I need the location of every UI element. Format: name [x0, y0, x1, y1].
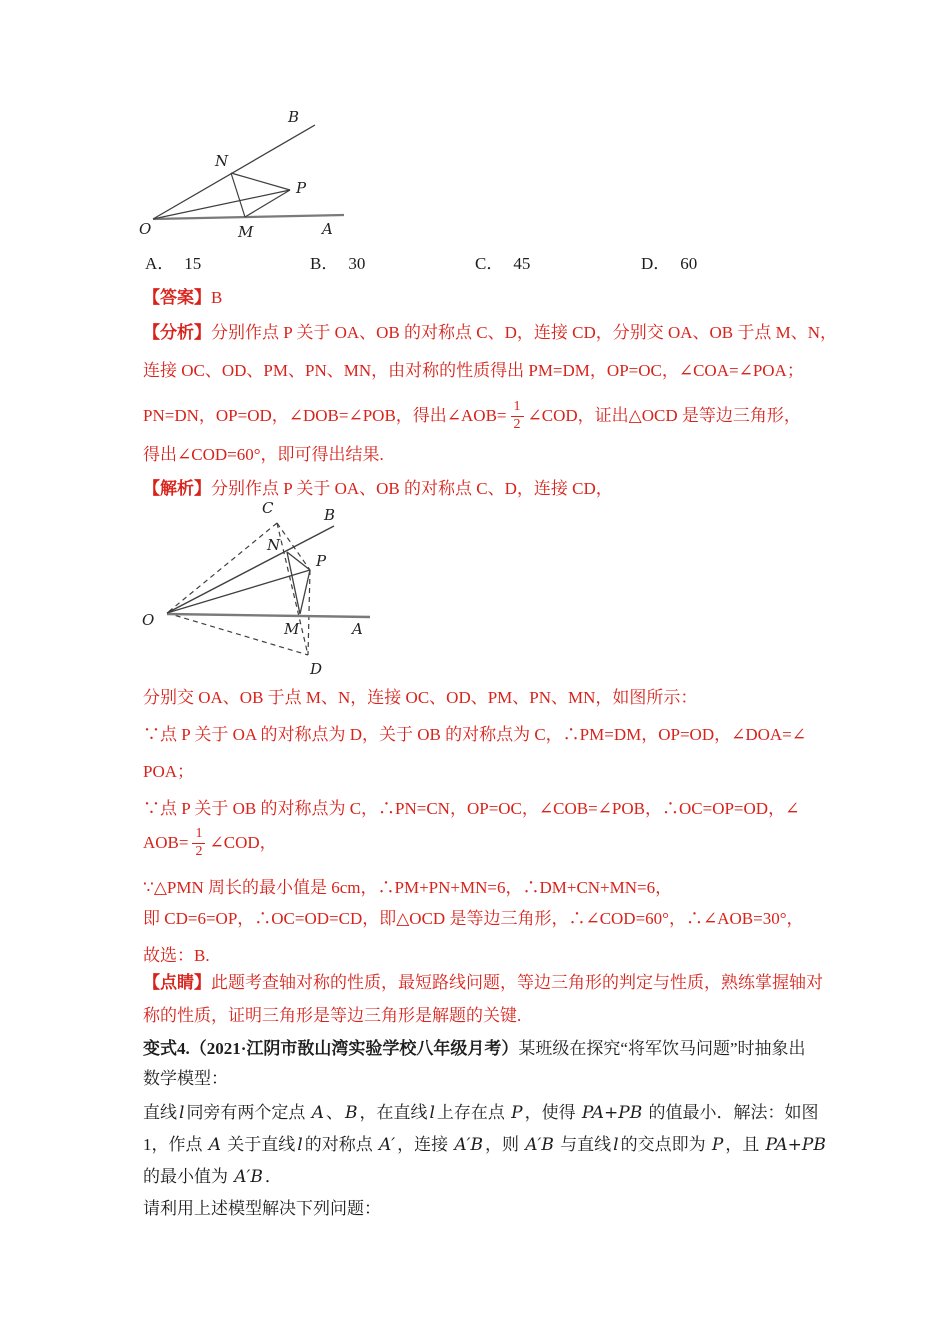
- analysis-line-2: 连接 OC、OD、PM、PN、MN，由对称的性质得出 PM=DM，OP=OC，∠COA=∠POA；: [143, 361, 804, 380]
- fig1-label-P: P: [296, 179, 307, 197]
- v4-text-2: 关于直线: [223, 1135, 296, 1154]
- solution-line-5: [143, 820, 277, 866]
- v3-math-l: l: [179, 1103, 185, 1123]
- v3-text-1: 直线: [143, 1103, 177, 1122]
- fraction-one-half-2: [192, 826, 205, 859]
- fraction-numerator-2: 1: [192, 826, 205, 843]
- fraction-one-half: [511, 399, 524, 432]
- fig1-label-N: N: [215, 152, 229, 170]
- option-c-value: 45: [513, 254, 531, 273]
- fig1-segment-NP: [231, 173, 290, 190]
- fig1-ray-OA: [153, 215, 344, 219]
- v4-text-5: ，则: [485, 1135, 524, 1154]
- v3-text-5: 上存在点: [436, 1103, 510, 1122]
- fig1-label-M: M: [238, 223, 254, 241]
- v3-math-A: A: [311, 1103, 324, 1123]
- option-d-key: D．: [641, 254, 671, 273]
- fig2-segment-MP: [300, 570, 310, 614]
- keypoint-line-2: 称的性质，证明三角形是等边三角形是解题的关键.: [143, 1006, 522, 1025]
- answer-value: B: [211, 288, 223, 307]
- analysis-tag: 【分析】: [143, 323, 211, 342]
- fraction-denominator-2: 2: [195, 843, 203, 859]
- v4-text-8: ，且: [725, 1135, 764, 1154]
- v5-math-ApB: A′B: [234, 1167, 263, 1187]
- fig2-label-B: B: [324, 506, 336, 524]
- v4-math-P: P: [711, 1135, 724, 1155]
- fig1-label-B: B: [288, 108, 300, 126]
- v4-math-ApB: A′B: [454, 1135, 483, 1155]
- v4-math-l: l: [297, 1135, 303, 1155]
- option-a-key: A．: [145, 254, 175, 273]
- solution-line-4: ∵点 P 关于 OB 的对称点为 C，∴PN=CN，OP=OC，∠COB=∠POB，∴OC=OP=OD，∠: [143, 799, 800, 818]
- explanation-tag: 【解析】: [143, 479, 211, 498]
- explanation-line: [143, 478, 613, 500]
- fig2-dashed-CO: [167, 523, 277, 613]
- v4-math-ApB2: A′B: [525, 1135, 554, 1155]
- v4-math-A: A: [208, 1135, 222, 1155]
- fig2-label-P: P: [316, 552, 327, 570]
- keypoint-tag: 【点睛】: [143, 973, 211, 992]
- analysis-line-3: [143, 392, 801, 440]
- fig2-label-N: N: [267, 536, 281, 554]
- fig1-segment-MP: [245, 190, 290, 217]
- v4-text-4: ，连接: [397, 1135, 453, 1154]
- v5-text-2: ．: [264, 1167, 282, 1186]
- fraction-numerator: 1: [511, 399, 524, 416]
- fig1-label-O: O: [139, 220, 152, 238]
- variation-line-4: [143, 1134, 828, 1156]
- v3-text-4: ，在直线: [359, 1103, 428, 1122]
- solution-line-1: 分别交 OA、OB 于点 M、N，连接 OC、OD、PM、PN、MN，如图所示：: [143, 688, 698, 707]
- analysis-text-3b: ∠COD，证出△OCD 是等边三角形，: [527, 406, 801, 425]
- fig2-label-D: D: [310, 660, 323, 678]
- solution-line-2: ∵点 P 关于 OA 的对称点为 D，关于 OB 的对称点为 C，∴PM=DM，OP=OD，∠DOA=∠: [143, 725, 806, 744]
- variation-heading: [143, 1038, 806, 1060]
- v3-text-3: 、: [325, 1103, 343, 1122]
- solution-line-7: 即 CD=6=OP，∴OC=OD=CD，即△OCD 是等边三角形，∴∠COD=60°，∴∠AOB=30°，: [143, 909, 804, 928]
- v4-math-PAPB: PA+PB: [765, 1135, 826, 1155]
- answer-tag: 【答案】: [143, 288, 211, 307]
- option-d: [641, 253, 697, 275]
- v4-text-1: 1，作点: [143, 1135, 207, 1154]
- solution-line-6: ∵△PMN 周长的最小值是 6cm，∴PM+PN+MN=6，∴DM+CN+MN=6，: [143, 878, 673, 897]
- analysis-text-1: 分别作点 P 关于 OA、OB 的对称点 C、D，连接 CD，分别交 OA、OB 于点 M、N，: [211, 323, 838, 342]
- v3-math-PAPB: PA+PB: [581, 1103, 643, 1123]
- option-c-key: C．: [475, 254, 504, 273]
- fig1-segment-OP: [153, 190, 290, 219]
- fig2-label-C: C: [262, 499, 274, 517]
- fig1-label-A: A: [322, 220, 333, 238]
- v4-math-l2: l: [613, 1135, 619, 1155]
- v3-math-B: B: [344, 1103, 358, 1123]
- v4-text-7: 的交点即为: [620, 1135, 710, 1154]
- fraction-denominator: 2: [513, 416, 521, 432]
- option-d-value: 60: [680, 254, 698, 273]
- explanation-text: 分别作点 P 关于 OA、OB 的对称点 C、D，连接 CD，: [211, 479, 613, 498]
- v3-text-2: 同旁有两个定点: [186, 1103, 310, 1122]
- fig2-label-A: A: [352, 620, 363, 638]
- solution-figure: [136, 498, 381, 683]
- variation-line-5: [143, 1166, 282, 1188]
- solution-text-5b: ∠COD，: [209, 833, 277, 852]
- v3-math-l2: l: [429, 1103, 435, 1123]
- variation-line-3: [143, 1102, 818, 1124]
- fig2-label-M: M: [284, 620, 300, 638]
- analysis-text-3a: PN=DN，OP=OD，∠DOB=∠POB，得出∠AOB=: [143, 406, 507, 425]
- keypoint-line-1: [143, 972, 823, 994]
- fig1-segment-NM: [231, 173, 245, 217]
- option-c: [475, 253, 530, 275]
- v4-text-6: 与直线: [555, 1135, 612, 1154]
- option-a: [145, 253, 201, 275]
- question-figure: [138, 104, 353, 248]
- analysis-line-4: 得出∠COD=60°，即可得出结果.: [143, 445, 384, 464]
- variation-heading-rest: 某班级在探究“将军饮马问题”时抽象出: [518, 1039, 806, 1058]
- option-b-key: B．: [310, 254, 339, 273]
- solution-line-3: POA；: [143, 762, 195, 781]
- v3-text-7: 的值最小．解法：如图: [644, 1103, 819, 1122]
- fig2-label-O: O: [142, 611, 155, 629]
- option-b-value: 30: [348, 254, 366, 273]
- v5-text-1: 的最小值为: [143, 1167, 233, 1186]
- v3-text-6: ，使得: [524, 1103, 580, 1122]
- keypoint-text-1: 此题考查轴对称的性质，最短路线问题，等边三角形的判定与性质，熟练掌握轴对: [211, 973, 823, 992]
- solution-line-8: 故选：B.: [143, 946, 210, 965]
- v4-text-3: 的对称点: [304, 1135, 377, 1154]
- v3-math-P: P: [511, 1103, 523, 1123]
- option-b: [310, 253, 365, 275]
- variation-line-6: 请利用上述模型解决下列问题：: [143, 1199, 381, 1218]
- v4-math-Aprime: A′: [378, 1135, 396, 1155]
- fig2-ray-OA: [167, 614, 370, 617]
- analysis-line-1: [143, 322, 837, 344]
- answer-line: [143, 287, 222, 309]
- variation-line-2: 数学模型：: [143, 1069, 228, 1088]
- option-a-value: 15: [184, 254, 202, 273]
- fig2-dashed-PD: [308, 570, 310, 655]
- fig1-ray-OB: [153, 125, 315, 219]
- solution-text-5a: AOB=: [143, 833, 189, 852]
- variation-heading-bold: 变式4.（2021·江阴市敔山湾实验学校八年级月考）: [143, 1039, 519, 1058]
